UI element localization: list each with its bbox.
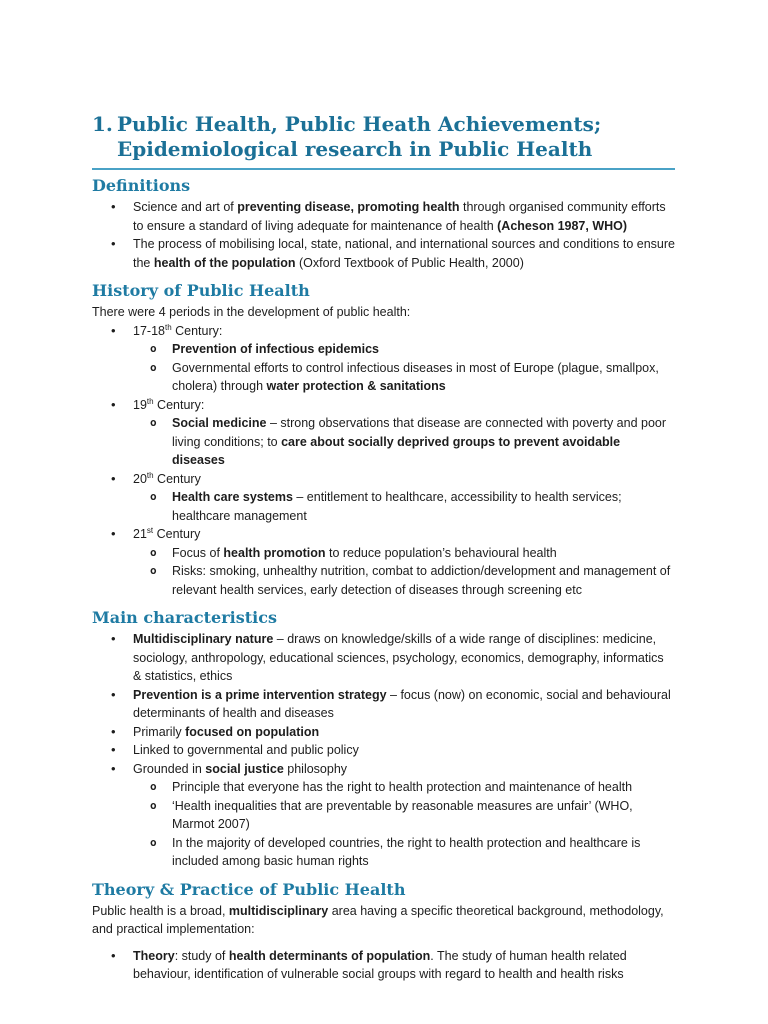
text-run-bold: multidisciplinary [228,903,329,918]
text-run: Century: [153,397,205,412]
sub-bullet-basic-human-rights [133,834,675,871]
text-run-bold: Theory [133,948,175,963]
text-run: ‘Health inequalities that are preventable by reasonable measures are unfair’ (WHO, Marmot 2007) [172,798,633,831]
text-run: . The study of human health related behaviour, identification of vulnerable social groups with regard to health and health risks [133,948,627,981]
history-intro: There were 4 periods in the development of public health: [92,305,411,319]
text-run: through organised community efforts to ensure a standard of living adequate for maintenance of health [133,200,666,233]
sub-bullet-health-care-systems [133,488,675,525]
text-run: Public health is a broad, [92,903,229,918]
text-run-bold: care about socially deprived groups to prevent avoidable diseases [172,434,621,467]
bullet-20th-century [92,470,675,526]
sub-list-19th [133,414,675,470]
bullet-prevention-strategy [92,686,675,723]
text-run-bold: health determinants of population [228,948,431,963]
document-title [92,112,675,170]
title-line-1 [92,112,675,137]
text-run: Century [153,527,201,541]
text-run-bold: Prevention of infectious epidemics [172,342,379,356]
ordinal-superscript: st [146,525,154,535]
text-run: The process of mobilising local, state, national, and international sources and conditions to ensure the [133,237,675,270]
bullet-theory [92,947,675,984]
heading-main-characteristics: Main characteristics [92,608,277,627]
text-run: 21 [133,527,147,541]
text-run-bold: (Acheson 1987, WHO) [497,218,628,233]
bullet-multidisciplinary-nature [92,630,675,686]
text-run: – strong observations that disease are connected with poverty and poor living conditions; to [172,416,667,449]
sub-bullet-principle [133,778,675,797]
heading-history: History of Public Health [92,281,310,300]
sub-list-20th [133,488,675,525]
text-run: philosophy [283,761,348,776]
bullet-definition-who [92,198,675,235]
text-run: Century [153,471,201,486]
title-text-1: Public Health, Public Heath Achievements; [117,112,602,136]
main-characteristics-list [92,630,675,871]
title-number: 1. [92,112,113,136]
text-run: : study of [174,948,229,963]
text-run: Science and art of [133,200,238,214]
title-line-2: Epidemiological research in Public Health [117,137,593,161]
theory-intro [92,902,675,939]
text-run-bold: social justice [205,761,284,776]
bullet-21st-century [92,525,675,599]
bullet-focused-on-population [92,723,675,742]
sub-bullet-inequalities-unfair [133,797,675,834]
text-run: Linked to governmental and public policy [133,743,359,757]
bullet-19th-century [92,396,675,470]
text-run-bold: Health care systems [172,490,293,504]
text-run: – entitlement to healthcare, accessibility to health services; healthcare management [172,490,622,523]
text-run: area having a specific theoretical background, methodology, and practical implementation: [92,903,664,936]
sub-bullet-risks [133,562,675,599]
text-run: Focus of [172,545,224,560]
text-run: Risks: smoking, unhealthy nutrition, combat to addiction/development and management of relevant health services, early detection of diseases through screening etc [172,564,671,597]
bullet-governmental-policy [92,741,675,760]
text-run-bold: Multidisciplinary nature [133,632,274,646]
sub-bullet-governmental-efforts [133,359,675,396]
text-run: to reduce population’s behavioural health [325,545,557,560]
text-run-bold: preventing disease, promoting health [237,200,460,214]
text-run-bold: water protection & sanitations [266,379,446,393]
bullet-definition-oxford [92,235,675,272]
theory-list [92,947,675,984]
ordinal-superscript: th [146,470,154,480]
text-run-bold: Social medicine [172,416,267,430]
sub-list-social-justice [133,778,675,871]
text-run: Century: [171,323,223,338]
heading-definitions: Definitions [92,176,191,195]
sub-bullet-social-medicine [133,414,675,470]
history-list [92,322,675,600]
ordinal-superscript: th [164,322,172,332]
heading-theory-practice: Theory & Practice of Public Health [92,879,406,899]
text-run: Primarily [133,724,186,739]
bullet-social-justice [92,760,675,871]
text-run: Principle that everyone has the right to health protection and maintenance of health [172,780,633,794]
bullet-17-18-century [92,322,675,396]
text-run: 19 [133,397,147,412]
text-run: Governmental efforts to control infectious diseases in most of Europe (plague, smallpox, cholera) through [172,360,659,393]
text-run: Grounded in [133,761,206,776]
text-run: In the majority of developed countries, the right to health protection and healthcare is included among basic human rights [172,835,641,868]
sub-bullet-prevention-epidemics [133,340,675,359]
text-run-bold: health promotion [223,545,326,560]
text-run: 17-18 [133,323,165,338]
definitions-list [92,198,675,272]
text-run: – draws on knowledge/skills of a wide range of disciplines: medicine, sociology, anthropology, educational sciences, psychology, economics, demography, informatics & statistics, ethics [133,632,664,683]
sub-list-17-18 [133,340,675,396]
text-run-bold: health of the population [153,255,296,270]
text-run-bold: Prevention is a prime intervention strategy [133,687,387,702]
text-run-bold: focused on population [185,724,320,739]
sub-bullet-health-promotion [133,544,675,563]
sub-list-21st [133,544,675,600]
text-run: (Oxford Textbook of Public Health, 2000) [295,255,524,270]
ordinal-superscript: th [146,396,154,406]
text-run: 20 [133,471,147,486]
text-run: – focus (now) on economic, social and behavioural determinants of health and diseases [133,687,671,720]
